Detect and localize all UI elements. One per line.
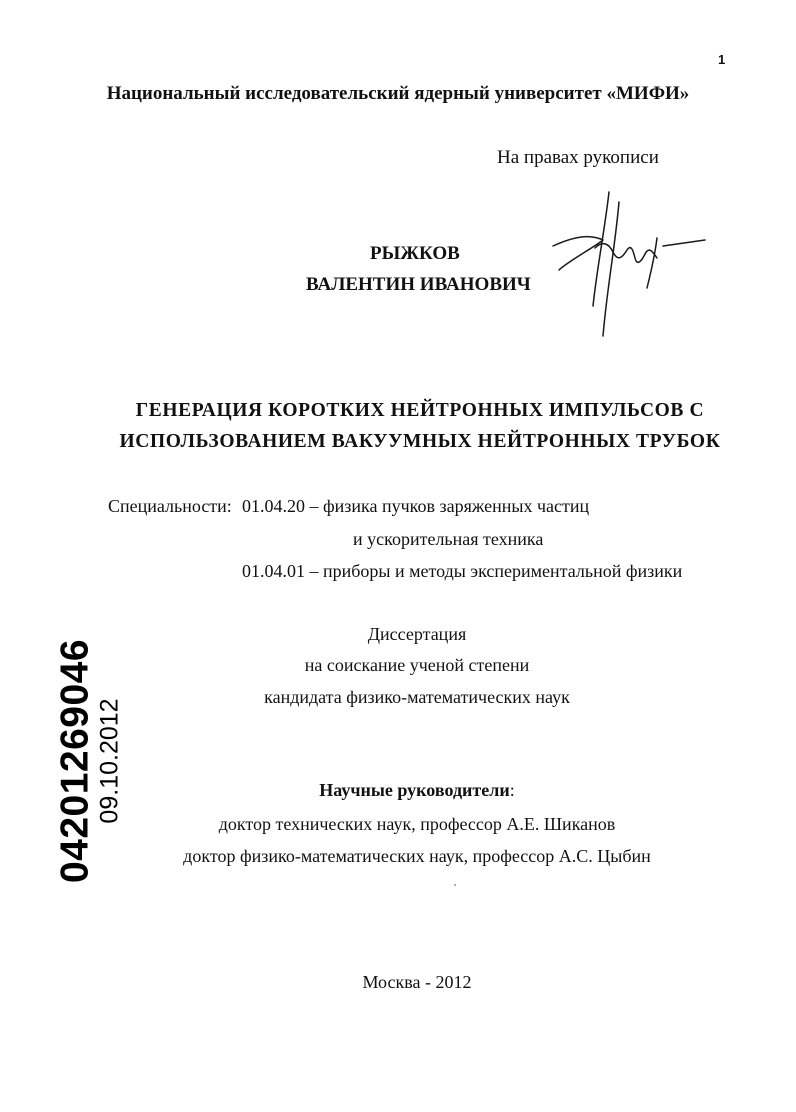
manuscript-note: На правах рукописи (497, 147, 659, 168)
degree-name: кандидата физико-математических наук (264, 687, 570, 707)
page-number: 1 (718, 52, 726, 67)
supervisors-heading-colon: : (509, 780, 515, 800)
author-surname: РЫЖКОВ (370, 243, 460, 264)
scan-speck (454, 884, 456, 886)
specialty-2: 01.04.01 – приборы и методы экспериментальной физики (242, 561, 683, 581)
library-stamp (53, 638, 124, 884)
dissertation-title-line2: ИСПОЛЬЗОВАНИЕМ ВАКУУМНЫХ НЕЙТРОННЫХ ТРУБОК (119, 431, 721, 452)
university-name: Национальный исследовательский ядерный университет «МИФИ» (106, 83, 690, 104)
stamp-date: 09.10.2012 (95, 698, 124, 824)
city-year: Москва - 2012 (362, 972, 472, 992)
specialty-1-line1: 01.04.20 – физика пучков заряженных частиц (242, 496, 590, 516)
stamp-number: 04201269046 (53, 638, 97, 884)
author-given-names: ВАЛЕНТИН ИВАНОВИЧ (306, 274, 531, 295)
degree-line: на соискание ученой степени (304, 655, 530, 675)
dissertation-type: Диссертация (367, 624, 467, 644)
signature-image (545, 188, 710, 348)
specialty-1-line2: и ускорительная техника (353, 529, 544, 549)
supervisors-heading-text: Научные руководители (319, 780, 510, 800)
supervisor-1: доктор технических наук, профессор А.Е. Шиканов (218, 814, 616, 834)
supervisor-2: доктор физико-математических наук, профессор А.С. Цыбин (183, 846, 651, 866)
dissertation-title-line1: ГЕНЕРАЦИЯ КОРОТКИХ НЕЙТРОННЫХ ИМПУЛЬСОВ С (135, 400, 705, 421)
specialties-label: Специальности: (108, 496, 232, 516)
